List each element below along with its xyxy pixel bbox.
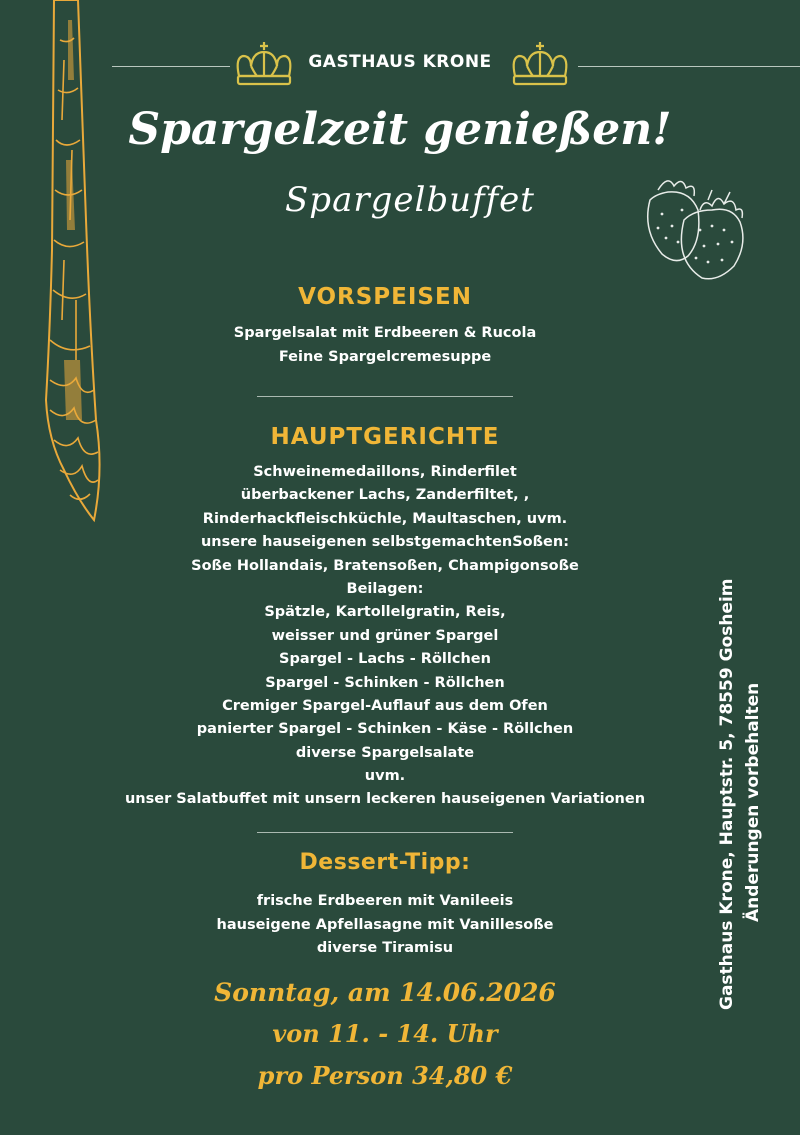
menu-item: hauseigene Apfellasagne mit Vanillesoße [216,916,554,933]
header-rule-right [578,66,800,67]
menu-item: weisser und grüner Spargel [271,627,499,644]
section-heading-vorspeisen: VORSPEISEN [298,284,472,310]
vorspeisen-list [100,321,670,369]
menu-item: Rinderhackfleischküchle, Maultaschen, uvm. [202,510,568,527]
notice-vertical: Änderungen vorbehalten [743,682,763,922]
hauptgerichte-list [100,461,670,812]
menu-item: Feine Spargelcremesuppe [278,349,492,365]
event-date-text: Sonntag, am 14.06.2026 [214,978,556,1007]
menu-item: Spargel - Schinken - Röllchen [265,674,505,691]
asparagus-illustration [20,0,115,530]
crown-icon [231,40,297,88]
menu-item: Soße Hollandais, Bratensoßen, Champigonsoße [191,557,579,574]
event-price-text: pro Person 34,80 € [257,1061,513,1090]
strawberry-illustration [638,170,750,282]
menu-item: frische Erdbeeren mit Vanileeis [256,893,514,909]
menu-item: Spargelsalat mit Erdbeeren & Rucola [233,325,537,341]
section-heading-dessert: Dessert-Tipp: [299,850,471,875]
address-vertical: Gasthaus Krone, Hauptstr. 5, 78559 Gosheim [717,578,737,1010]
menu-item: panierter Spargel - Schinken - Käse - Röllchen [196,721,574,738]
menu-item: diverse Spargelsalate [295,744,475,761]
page-subtitle: Spargelbuffet [285,180,535,220]
menu-item: uvm. [364,768,406,785]
menu-item: überbackener Lachs, Zanderfiltet, , [240,487,530,504]
menu-item: Cremiger Spargel-Auflauf aus dem Ofen [222,697,548,714]
menu-item: unser Salatbuffet mit unsern leckeren hauseigenen Variationen [124,791,646,808]
section-divider [257,832,513,833]
event-date [150,978,620,1007]
menu-item: Spätzle, Kartollelgratin, Reis, [264,604,506,621]
section-heading-hauptgerichte: HAUPTGERICHTE [270,424,500,450]
event-time [150,1019,620,1048]
dessert-list [100,890,670,961]
menu-item: Schweinemedaillons, Rinderfilet [253,464,517,480]
menu-item: diverse Tiramisu [316,940,454,956]
menu-item: Beilagen: [346,580,424,597]
menu-item: Spargel - Lachs - Röllchen [279,651,491,668]
header-rule-left [112,66,230,67]
event-price [150,1061,620,1090]
menu-item: unsere hauseigenen selbstgemachtenSoßen: [200,534,570,551]
section-divider [257,396,513,397]
brand-name: GASTHAUS KRONE [308,52,492,72]
crown-icon [507,40,573,88]
event-time-text: von 11. - 14. Uhr [272,1019,498,1048]
page-title: Spargelzeit genießen! [128,104,672,155]
